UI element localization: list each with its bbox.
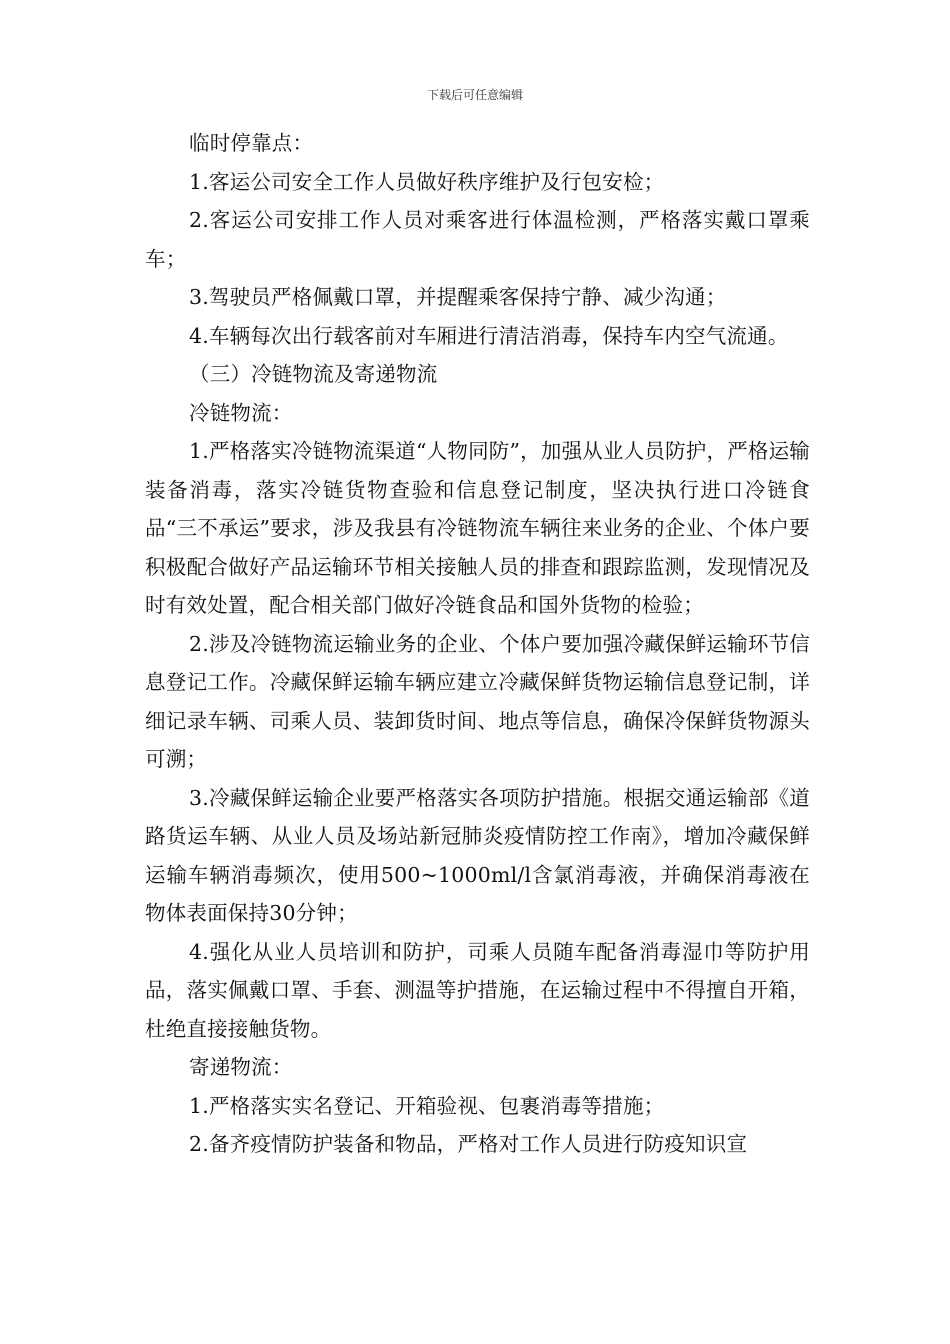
paragraph-item: 3.冷藏保鲜运输企业要严格落实各项防护措施。根据交通运输部《道路货运车辆、从业人员及场站新冠肺炎疫情防控工作南》，增加冷藏保鲜运输车辆消毒频次，使用500~1000ml/l含氯消毒液，并确保消毒液在物体表面保持30分钟；	[145, 785, 810, 925]
section-heading: （三）冷链物流及寄递物流	[189, 362, 438, 386]
paragraph-item: 3.驾驶员严格佩戴口罩，并提醒乘客保持宁静、减少沟通；	[189, 285, 727, 309]
paragraph-temporary-stops: 临时停靠点：	[189, 131, 314, 155]
document-body	[145, 124, 810, 1164]
paragraph-item: 1.客运公司安全工作人员做好秩序维护及行包安检；	[189, 169, 665, 194]
paragraph-delivery: 寄递物流：	[189, 1055, 293, 1079]
paragraph-cold-chain: 冷链物流：	[189, 400, 293, 425]
paragraph-item: 4.车辆每次出行载客前对车厢进行清洁消毒，保持车内空气流通。	[189, 323, 789, 348]
paragraph-item: 1.严格落实实名登记、开箱验视、包裹消毒等措施；	[189, 1093, 665, 1118]
paragraph-item: 2.备齐疫情防护装备和物品，严格对工作人员进行防疫知识宣	[189, 1132, 748, 1156]
header-note: 下载后可任意编辑	[426, 88, 523, 102]
paragraph-item: 4.强化从业人员培训和防护，司乘人员随车配备消毒湿巾等防护用品，落实佩戴口罩、手套、测温等护措施，在运输过程中不得擅自开箱，杜绝直接接触货物。	[145, 939, 810, 1041]
paragraph-item: 2.涉及冷链物流运输业务的企业、个体户要加强冷藏保鲜运输环节信息登记工作。冷藏保鲜运输车辆应建立冷藏保鲜货物运输信息登记制，详细记录车辆、司乘人员、装卸货时间、地点等信息，确保冷保鲜货物源头可溯；	[145, 631, 810, 771]
paragraph-item: 1.严格落实冷链物流渠道“人物同防”，加强从业人员防护，严格运输装备消毒，落实冷链货物查验和信息登记制度，坚决执行进口冷链食品“三不承运”要求，涉及我县有冷链物流车辆往来业务的企业、个体户要积极配合做好产品运输环节相关接触人员的排查和跟踪监测，发现情况及时有效处置，配合相关部门做好冷链食品和国外货物的检验；	[145, 439, 810, 617]
paragraph-item: 2.客运公司安排工作人员对乘客进行体温检测，严格落实戴口罩乘车；	[145, 208, 810, 271]
